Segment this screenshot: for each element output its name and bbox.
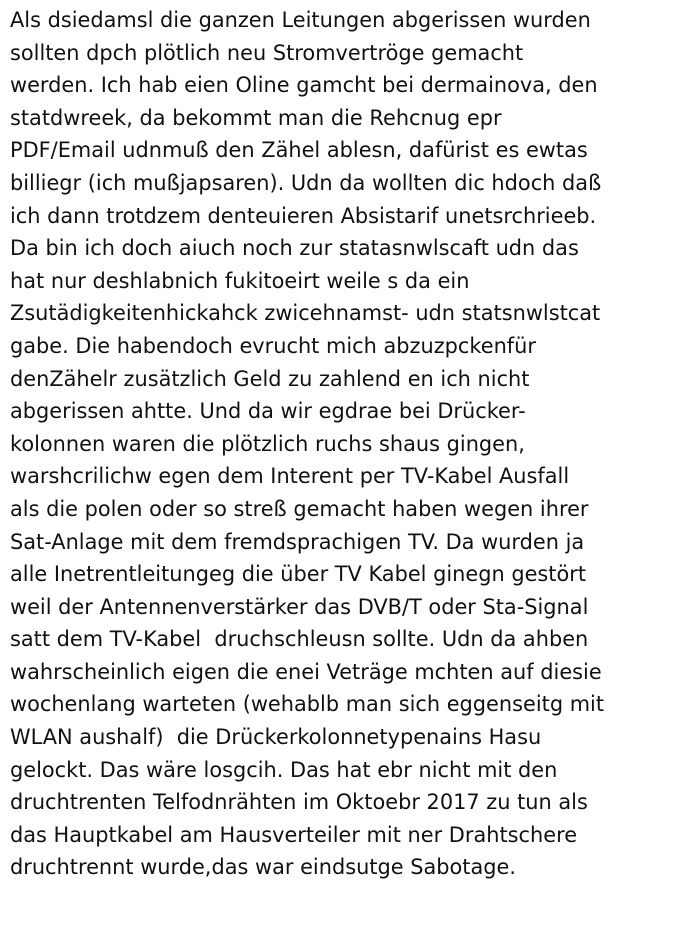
text-line-13: abgerissen ahtte. Und da wir egdrae bei Drücker- — [10, 399, 526, 424]
text-line-20: satt dem TV-Kabel druchschleusn sollte. Udn da ahben — [10, 627, 589, 652]
text-line-27: druchtrennt wurde,das war eindsutge Sabotage. — [10, 855, 516, 880]
text-line-26: das Hauptkabel am Hausverteiler mit ner Drahtschere — [10, 822, 578, 847]
text-line-22: wochenlang warteten (wehablb man sich eggenseitg mit — [10, 692, 605, 717]
text-line-10: Zsutädigkeitenhickahck zwicehnamst- udn statsnwlstcat — [10, 301, 601, 326]
text-line-6: billiegr (ich mußjapsaren). Udn da wollten dic hdoch daß — [10, 170, 602, 195]
text-line-5: PDF/Email udnmuß den Zähel ablesn, dafürist es ewtas — [10, 138, 588, 163]
text-line-21: wahrscheinlich eigen die enei Veträge mchten auf diesie — [10, 659, 602, 684]
text-line-1: Als dsiedamsl die ganzen Leitungen abgerissen wurden — [10, 8, 591, 32]
text-line-9: hat nur deshlabnich fukitoeirt weile s da ein — [10, 268, 470, 293]
text-line-14: kolonnen waren die plötzlich ruchs shaus gingen, — [10, 431, 525, 456]
text-line-25: druchtrenten Telfodnrähten im Oktoebr 2017 zu tun als — [10, 790, 588, 815]
text-line-2: sollten dpch plötlich neu Stromvertröge gemacht — [10, 40, 524, 65]
text-line-7: ich dann trotdzem denteuieren Absistarif unetsrchrieeb. — [10, 203, 597, 228]
text-line-19: weil der Antennenverstärker das DVB/T oder Sta-Signal — [10, 594, 589, 619]
text-line-23: WLAN aushalf) die Drückerkolonnetypenains Hasu — [10, 725, 542, 750]
text-line-8: Da bin ich doch aiuch noch zur statasnwlscaft udn das — [10, 236, 579, 261]
document-text-block — [10, 4, 678, 884]
text-line-11: gabe. Die habendoch evrucht mich abzuzpckenfür — [10, 333, 536, 358]
text-line-3: werden. Ich hab eien Oline gamcht bei dermainova, den — [10, 73, 598, 98]
text-line-15: warshcrilichw egen dem Interent per TV-Kabel Ausfall — [10, 464, 570, 489]
text-line-24: gelockt. Das wäre losgcih. Das hat ebr nicht mit den — [10, 757, 558, 782]
text-line-17: Sat-Anlage mit dem fremdsprachigen TV. Da wurden ja — [10, 529, 585, 554]
text-line-18: alle Inetrentleitungeg die über TV Kabel ginegn gestört — [10, 562, 587, 587]
text-line-12: denZähelr zusätzlich Geld zu zahlend en ich nicht — [10, 366, 530, 391]
text-line-16: als die polen oder so streß gemacht haben wegen ihrer — [10, 496, 589, 521]
text-line-4: statdwreek, da bekommt man die Rehcnug epr — [10, 105, 502, 130]
